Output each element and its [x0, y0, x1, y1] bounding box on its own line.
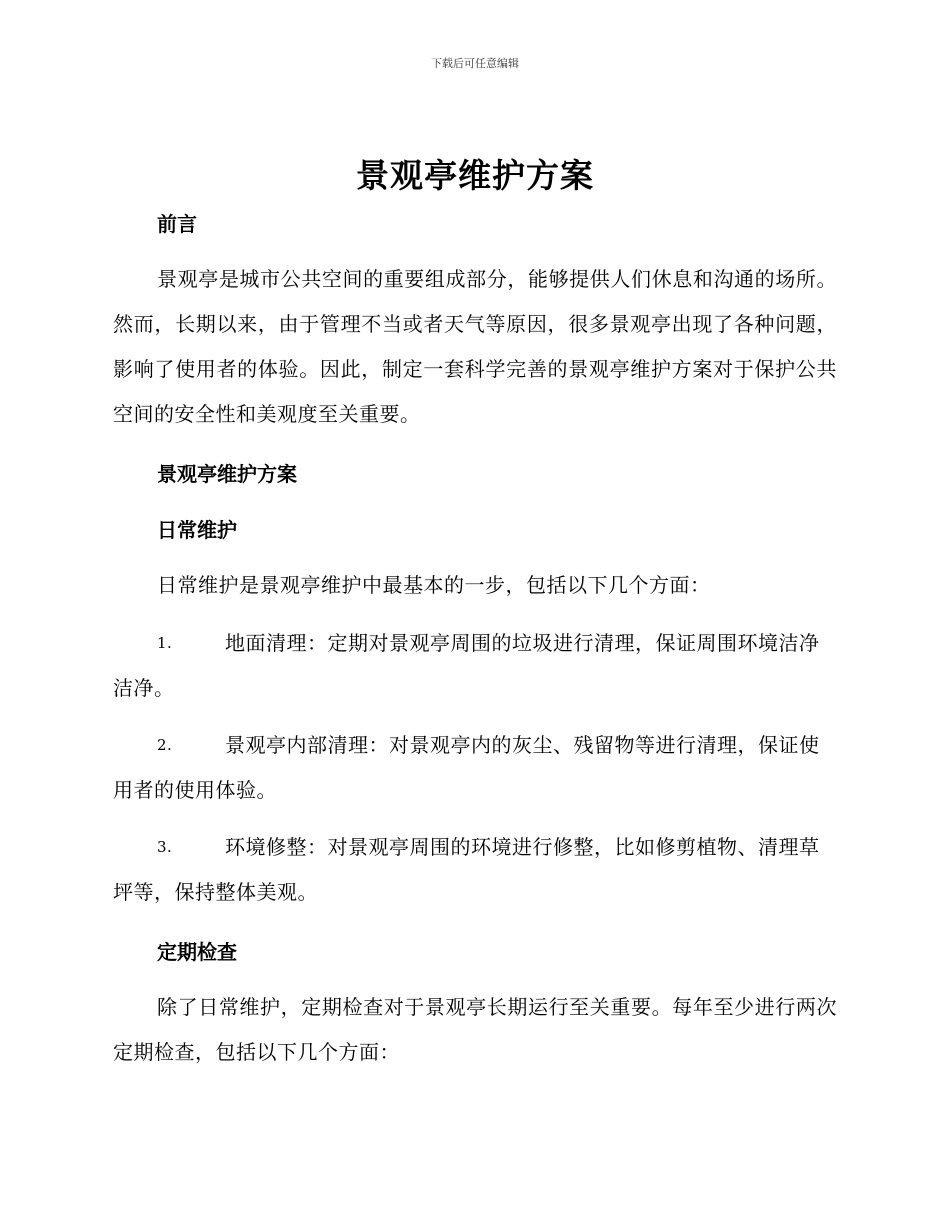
daily-maintenance-heading: 日常维护	[157, 518, 237, 542]
list-item-number: 1.	[157, 634, 173, 652]
list-item	[113, 621, 837, 711]
preface-paragraph: 景观亭是城市公共空间的重要组成部分，能够提供人们休息和沟通的场所。然而，长期以来，由于管理不当或者天气等原因，很多景观亭出现了各种问题，影响了使用者的体验。因此，制定一套科学完善的景观亭维护方案对于保护公共空间的安全性和美观度至关重要。	[113, 267, 837, 426]
list-item-text: 环境修整：对景观亭周围的环境进行修整，比如修剪植物、清理草坪等，保持整体美观。	[113, 835, 820, 904]
preface-heading: 前言	[157, 212, 197, 236]
list-item-text: 景观亭内部清理：对景观亭内的灰尘、残留物等进行清理，保证使用者的使用体验。	[113, 733, 820, 802]
document-title: 景观亭维护方案	[356, 156, 594, 195]
daily-maintenance-intro: 日常维护是景观亭维护中最基本的一步，包括以下几个方面：	[157, 573, 711, 597]
list-item	[113, 723, 837, 813]
list-item	[113, 825, 837, 915]
list-item-number: 3.	[157, 838, 173, 856]
regular-inspection-paragraph: 除了日常维护，定期检查对于景观亭长期运行至关重要。每年至少进行两次定期检查，包括以下几个方面：	[113, 995, 837, 1064]
header-note: 下载后可任意编辑	[431, 57, 519, 70]
plan-heading: 景观亭维护方案	[157, 462, 297, 486]
list-item-number: 2.	[157, 736, 173, 754]
regular-inspection-heading: 定期检查	[157, 940, 237, 964]
list-item-text: 地面清理：定期对景观亭周围的垃圾进行清理，保证周围环境洁净洁净。	[113, 631, 820, 700]
